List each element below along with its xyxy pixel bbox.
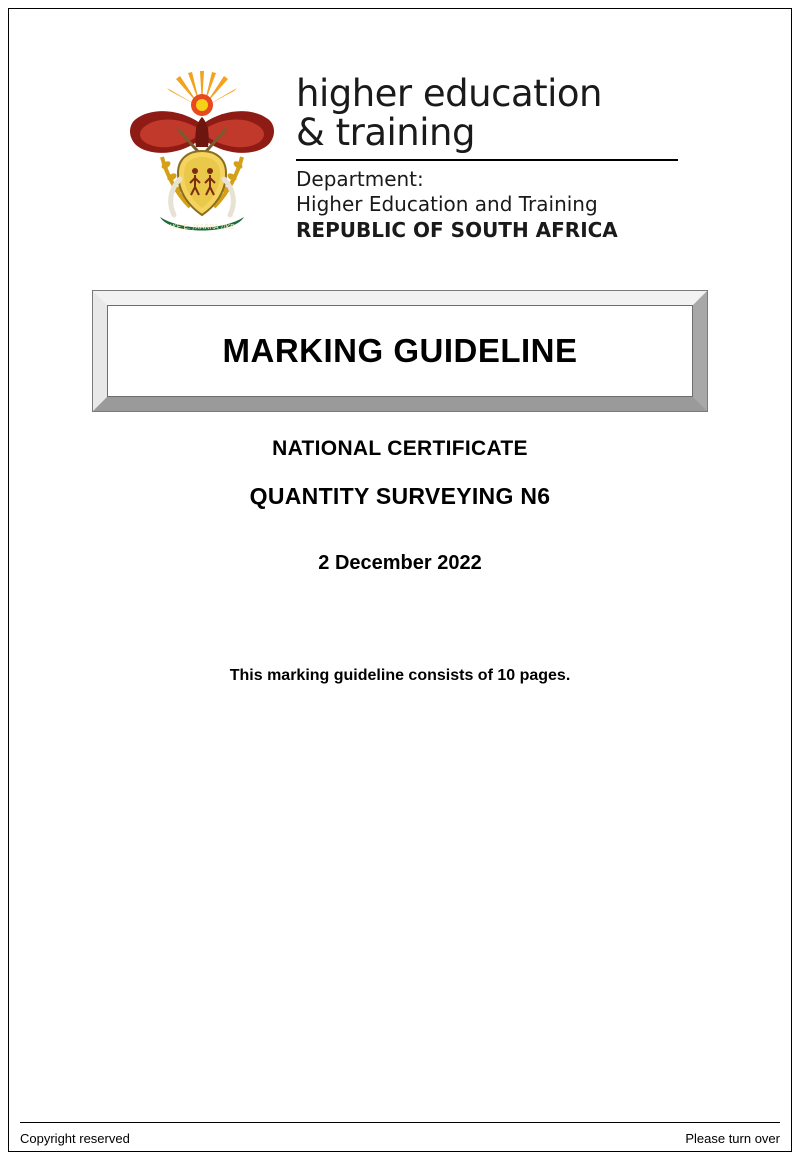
title-plaque [93,291,707,411]
title-plaque-inner [107,305,693,397]
country-name: REPUBLIC OF SOUTH AFRICA [296,217,618,242]
exam-date: 2 December 2022 [318,552,482,574]
svg-text:!KE E: /XARRA //KE: !KE E: /XARRA //KE [169,223,235,231]
subject-name: QUANTITY SURVEYING N6 [249,483,551,509]
wordmark-divider [296,159,678,161]
page-count-note: This marking guideline consists of 10 pages. [229,667,571,684]
page-content [9,9,791,1151]
page-title: MARKING GUIDELINE [222,332,578,369]
department-wordmark [282,65,678,243]
department-title-line2: & training [296,110,475,154]
department-title-line1: higher education [296,72,602,115]
department-name: Higher Education and Training [296,192,598,217]
south-african-coat-of-arms-icon [122,65,282,255]
page-footer [20,1122,780,1146]
footer-turn-over: Please turn over [685,1131,780,1146]
footer-copyright: Copyright reserved [20,1131,130,1146]
certificate-name: NATIONAL CERTIFICATE [272,437,528,460]
department-label: Department: [296,166,424,191]
document-header [70,65,730,255]
